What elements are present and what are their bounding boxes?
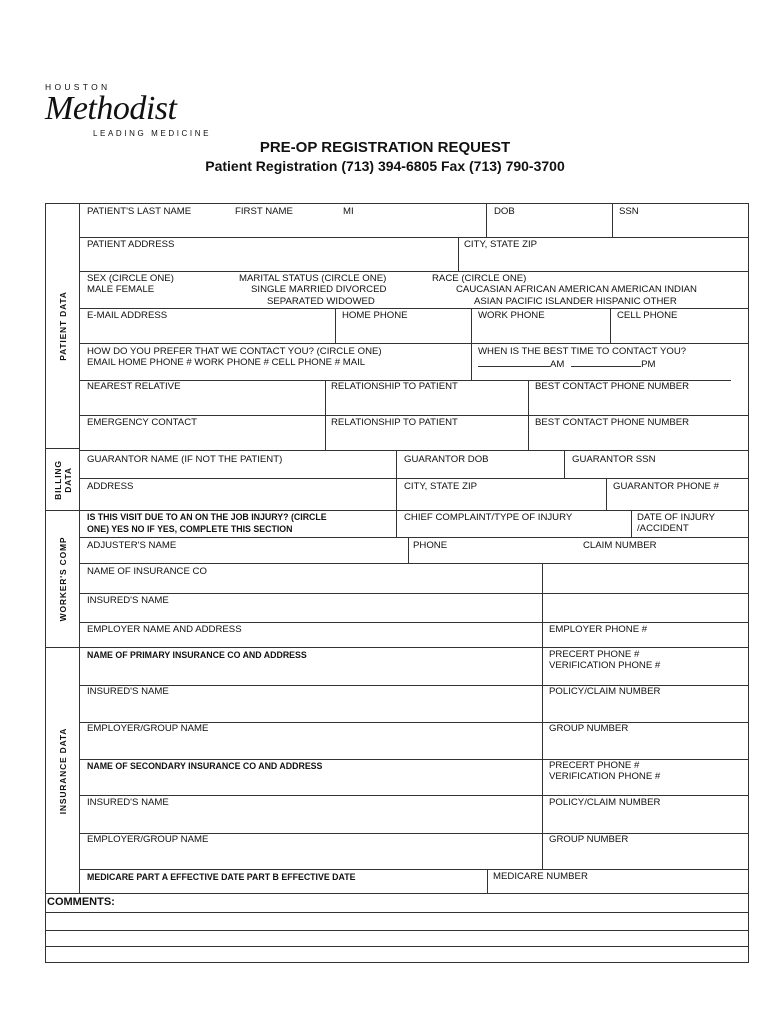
page-subtitle: Patient Registration (713) 394-6805 Fax (713) 790-3700 [205, 158, 565, 174]
guarantor-name-label: GUARANTOR NAME (IF NOT THE PATIENT) [87, 454, 283, 465]
email-label: E-MAIL ADDRESS [87, 310, 168, 321]
verification-phone-1-label: VERIFICATION PHONE # [549, 660, 661, 671]
registration-form [45, 203, 749, 963]
workers-insured-label: INSURED'S NAME [87, 595, 169, 606]
group-number-1-label: GROUP NUMBER [549, 723, 629, 734]
cell-phone-label: CELL PHONE [617, 310, 678, 321]
best-time-fields[interactable]: AM PM [478, 357, 655, 371]
patient-address-label: PATIENT ADDRESS [87, 239, 175, 250]
race-label: RACE (CIRCLE ONE) [432, 273, 527, 284]
patient-last-name-label: PATIENT'S LAST NAME [87, 206, 192, 217]
race-options-1[interactable]: CAUCASIAN AFRICAN AMERICAN AMERICAN INDIAN [456, 284, 697, 295]
injury-question-2[interactable]: ONE) YES NO IF YES, COMPLETE THIS SECTION [87, 524, 293, 534]
mi-label: MI [343, 206, 354, 217]
guarantor-dob-label: GUARANTOR DOB [404, 454, 489, 465]
group-number-2-label: GROUP NUMBER [549, 834, 629, 845]
chief-complaint-label: CHIEF COMPLAINT/TYPE OF INJURY [404, 512, 573, 523]
best-time-label: WHEN IS THE BEST TIME TO CONTACT YOU? [478, 346, 687, 357]
relationship-label: RELATIONSHIP TO PATIENT [331, 381, 458, 392]
medicare-number-label: MEDICARE NUMBER [493, 871, 588, 882]
adjuster-phone-label: PHONE [413, 540, 448, 551]
home-phone-label: HOME PHONE [342, 310, 408, 321]
primary-insurance-label: NAME OF PRIMARY INSURANCE CO AND ADDRESS [87, 650, 307, 660]
sex-label: SEX (CIRCLE ONE) [87, 273, 174, 284]
policy-claim-1-label: POLICY/CLAIM NUMBER [549, 686, 661, 697]
insured-name-2-label: INSURED'S NAME [87, 797, 169, 808]
page-title: PRE-OP REGISTRATION REQUEST [259, 139, 511, 156]
precert-phone-1-label: PRECERT PHONE # [549, 649, 640, 660]
nearest-relative-label: NEAREST RELATIVE [87, 381, 181, 392]
policy-claim-2-label: POLICY/CLAIM NUMBER [549, 797, 661, 808]
billing-address-label: ADDRESS [87, 481, 134, 492]
city-state-zip-label: CITY, STATE ZIP [464, 239, 538, 250]
section-billing-data: BILLING DATA [46, 449, 80, 511]
logo-houston: HOUSTON [45, 82, 111, 92]
verification-phone-2-label: VERIFICATION PHONE # [549, 771, 661, 782]
work-phone-label: WORK PHONE [478, 310, 545, 321]
billing-city-state-zip-label: CITY, STATE ZIP [404, 481, 478, 492]
guarantor-ssn-label: GUARANTOR SSN [572, 454, 656, 465]
adjuster-name-label: ADJUSTER'S NAME [87, 540, 177, 551]
section-workers-comp: WORKER'S COMP [46, 511, 80, 648]
first-name-label: FIRST NAME [235, 206, 293, 217]
accident-label: /ACCIDENT [637, 523, 689, 534]
marital-options-1[interactable]: SINGLE MARRIED DIVORCED [251, 284, 387, 295]
emergency-contact-label: EMERGENCY CONTACT [87, 417, 197, 428]
emergency-relationship-label: RELATIONSHIP TO PATIENT [331, 417, 458, 428]
employer-group-1-label: EMPLOYER/GROUP NAME [87, 723, 209, 734]
dob-label: DOB [494, 206, 515, 217]
marital-options-2[interactable]: SEPARATED WIDOWED [267, 296, 375, 307]
contact-options[interactable]: EMAIL HOME PHONE # WORK PHONE # CELL PHONE # MAIL [87, 357, 366, 368]
insurance-co-label: NAME OF INSURANCE CO [87, 566, 207, 577]
comments-label: COMMENTS: [47, 896, 115, 908]
date-of-injury-label: DATE OF INJURY [637, 512, 716, 523]
guarantor-phone-label: GUARANTOR PHONE # [613, 481, 719, 492]
injury-question-1: IS THIS VISIT DUE TO AN ON THE JOB INJURY? (CIRCLE [87, 512, 327, 522]
logo-tagline: LEADING MEDICINE [93, 129, 212, 138]
best-contact-phone-label: BEST CONTACT PHONE NUMBER [535, 381, 690, 392]
sex-options[interactable]: MALE FEMALE [87, 284, 155, 295]
ssn-label: SSN [619, 206, 639, 217]
claim-number-label: CLAIM NUMBER [583, 540, 657, 551]
contact-preference-label: HOW DO YOU PREFER THAT WE CONTACT YOU? (CIRCLE ONE) [87, 346, 382, 357]
medicare-label: MEDICARE PART A EFFECTIVE DATE PART B EFFECTIVE DATE [87, 872, 356, 882]
race-options-2[interactable]: ASIAN PACIFIC ISLANDER HISPANIC OTHER [474, 296, 677, 307]
employer-phone-label: EMPLOYER PHONE # [549, 624, 648, 635]
employer-group-2-label: EMPLOYER/GROUP NAME [87, 834, 209, 845]
marital-status-label: MARITAL STATUS (CIRCLE ONE) [239, 273, 387, 284]
section-patient-data: PATIENT DATA [46, 204, 80, 449]
precert-phone-2-label: PRECERT PHONE # [549, 760, 640, 771]
emergency-phone-label: BEST CONTACT PHONE NUMBER [535, 417, 690, 428]
secondary-insurance-label: NAME OF SECONDARY INSURANCE CO AND ADDRESS [87, 761, 323, 771]
houston-methodist-logo [45, 82, 235, 142]
insured-name-1-label: INSURED'S NAME [87, 686, 169, 697]
employer-name-label: EMPLOYER NAME AND ADDRESS [87, 624, 242, 635]
logo-methodist: Methodist [45, 90, 177, 127]
section-insurance-data: INSURANCE DATA [46, 648, 80, 893]
